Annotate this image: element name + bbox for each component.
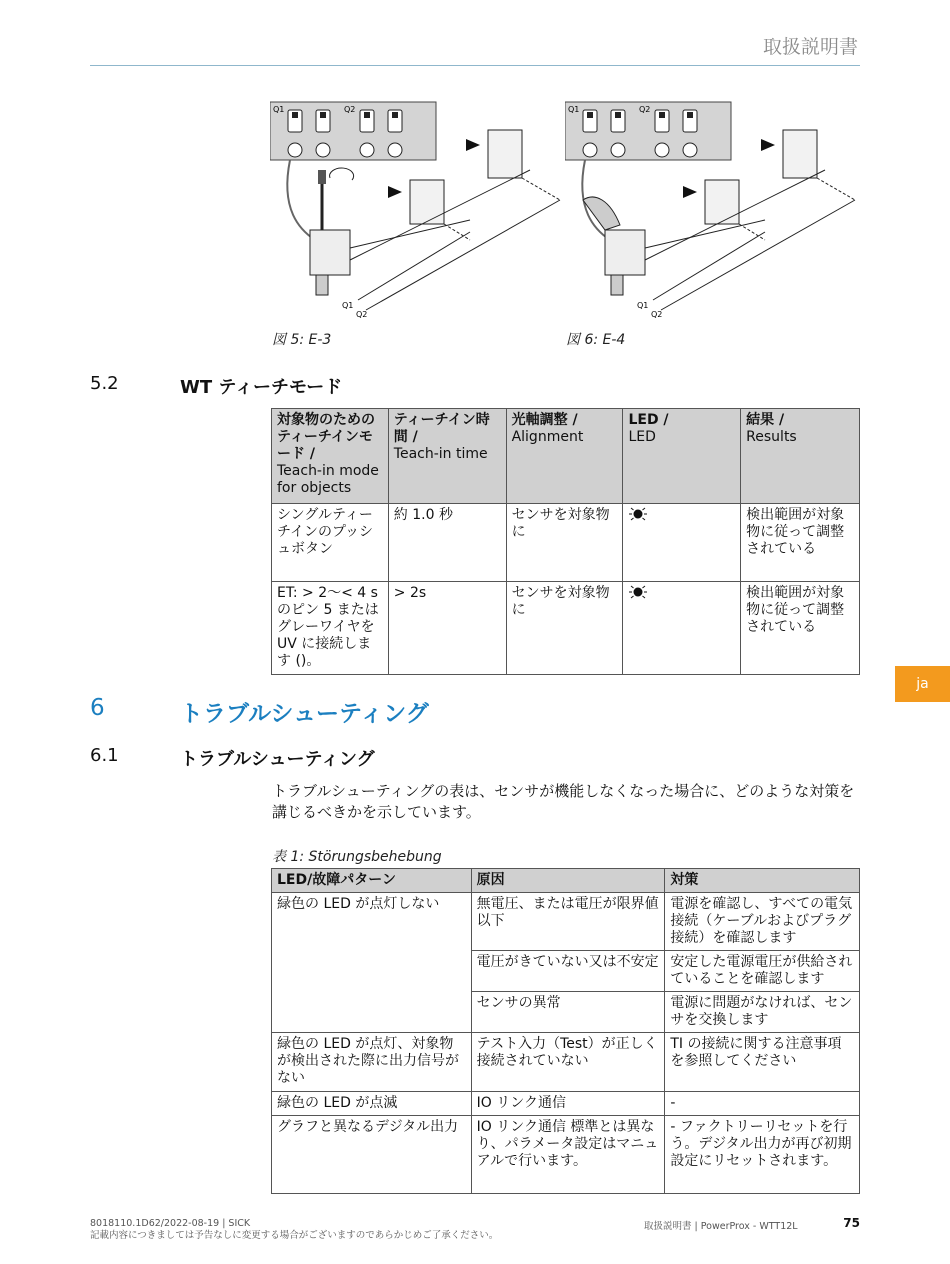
axis-q2-label: Q2: [651, 310, 663, 319]
figure-q1-label: Q1: [273, 105, 285, 114]
table-row: グラフと異なるデジタル出力 IO リンク通信 標準とは異なり、パラメータ設定はマニュアルで行います。 - ファクトリーリセットを行う。デジタル出力が再び初期設定にリセットされます。: [272, 1116, 860, 1194]
footer-right: 取扱説明書 | PowerProx - WTT12L: [644, 1221, 798, 1232]
section-title: トラブルシューティング: [180, 749, 375, 770]
column-header: 結果 / Results: [741, 409, 860, 504]
table-row: 緑色の LED が点滅 IO リンク通信 -: [272, 1092, 860, 1116]
column-header: 対策: [665, 869, 860, 893]
footer-doc-name: 取扱説明書: [644, 1221, 692, 1232]
section-number: 6.1: [90, 745, 119, 766]
column-header: 光軸調整 / Alignment: [506, 409, 623, 504]
teach-mode-table: [271, 408, 860, 675]
column-header: LED/故障パターン: [272, 869, 472, 893]
footer-notice: 記載内容につきましては予告なしに変更する場合がございますのであらかじめご了承ください。: [90, 1230, 499, 1241]
table-row: ET: > 2～< 4 s のピン 5 または グレーワイヤを UV に接続しま す ()。 > 2s センサを対象物 に 検出範囲が対象 物に従って調整 されている: [272, 582, 860, 675]
column-header: ティーチイン時 間 / Teach-in time: [388, 409, 506, 504]
axis-q1-label: Q1: [342, 301, 354, 310]
chapter-title: トラブルシューティング: [180, 701, 429, 727]
header-rule: [90, 65, 860, 66]
figure-q1-label: Q1: [568, 105, 580, 114]
intro-paragraph: トラブルシューティングの表は、センサが機能しなくなった場合に、どのような対策を講じるべきかを示しています。: [272, 782, 855, 821]
footer-left: [90, 1218, 498, 1242]
language-tab[interactable]: ja: [895, 666, 950, 702]
figure-6-caption: 図 6: E-4: [566, 332, 626, 348]
document-title: 取扱説明書: [762, 36, 858, 58]
column-header: 対象物のための ティーチインモ ード / Teach-in mode for objects: [272, 409, 389, 504]
section-title: WT ティーチモード: [180, 377, 343, 398]
column-header: 原因: [471, 869, 665, 893]
table-caption: 表 1: Störungsbehebung: [272, 849, 442, 865]
footer-doc-id: 8018110.1D62/2022-08-19 | SICK: [90, 1218, 251, 1229]
axis-q1-label: Q1: [637, 301, 649, 310]
figure-5-caption: 図 5: E-3: [272, 332, 332, 348]
table-row: シングルティー チインのプッシ ュボタン 約 1.0 秒 センサを対象物 に 検出範囲が対象 物に従って調整 されている: [272, 504, 860, 582]
table-row: センサの異常 電源に問題がなければ、センサを交換します: [272, 992, 860, 1033]
figure-e3: [270, 100, 570, 322]
led-on-icon: [628, 507, 648, 521]
axis-q2-label: Q2: [356, 310, 368, 319]
led-on-icon: [628, 585, 648, 599]
section-number: 5.2: [90, 373, 119, 394]
figure-q2-label: Q2: [344, 105, 356, 114]
table-row: 緑色の LED が点灯、対象物が検出された際に出力信号がない テスト入力（Test）が正しく接続されていない TI の接続に関する注意事項を参照してください: [272, 1033, 860, 1092]
table-row: 緑色の LED が点灯しない 無電圧、または電圧が限界値以下 電源を確認し、すべての電気接続（ケーブルおよびプラグ接続）を確認します: [272, 893, 860, 951]
chapter-number: 6: [90, 695, 105, 721]
footer-product: PowerProx - WTT12L: [700, 1221, 798, 1232]
figure-q2-label: Q2: [639, 105, 651, 114]
column-header: LED / LED: [623, 409, 741, 504]
troubleshooting-table: [271, 868, 860, 1194]
page-number: 75: [843, 1216, 860, 1230]
figure-e4: [565, 100, 865, 322]
table-row: 電圧がきていない又は不安定 安定した電源電圧が供給されていることを確認します: [272, 951, 860, 992]
